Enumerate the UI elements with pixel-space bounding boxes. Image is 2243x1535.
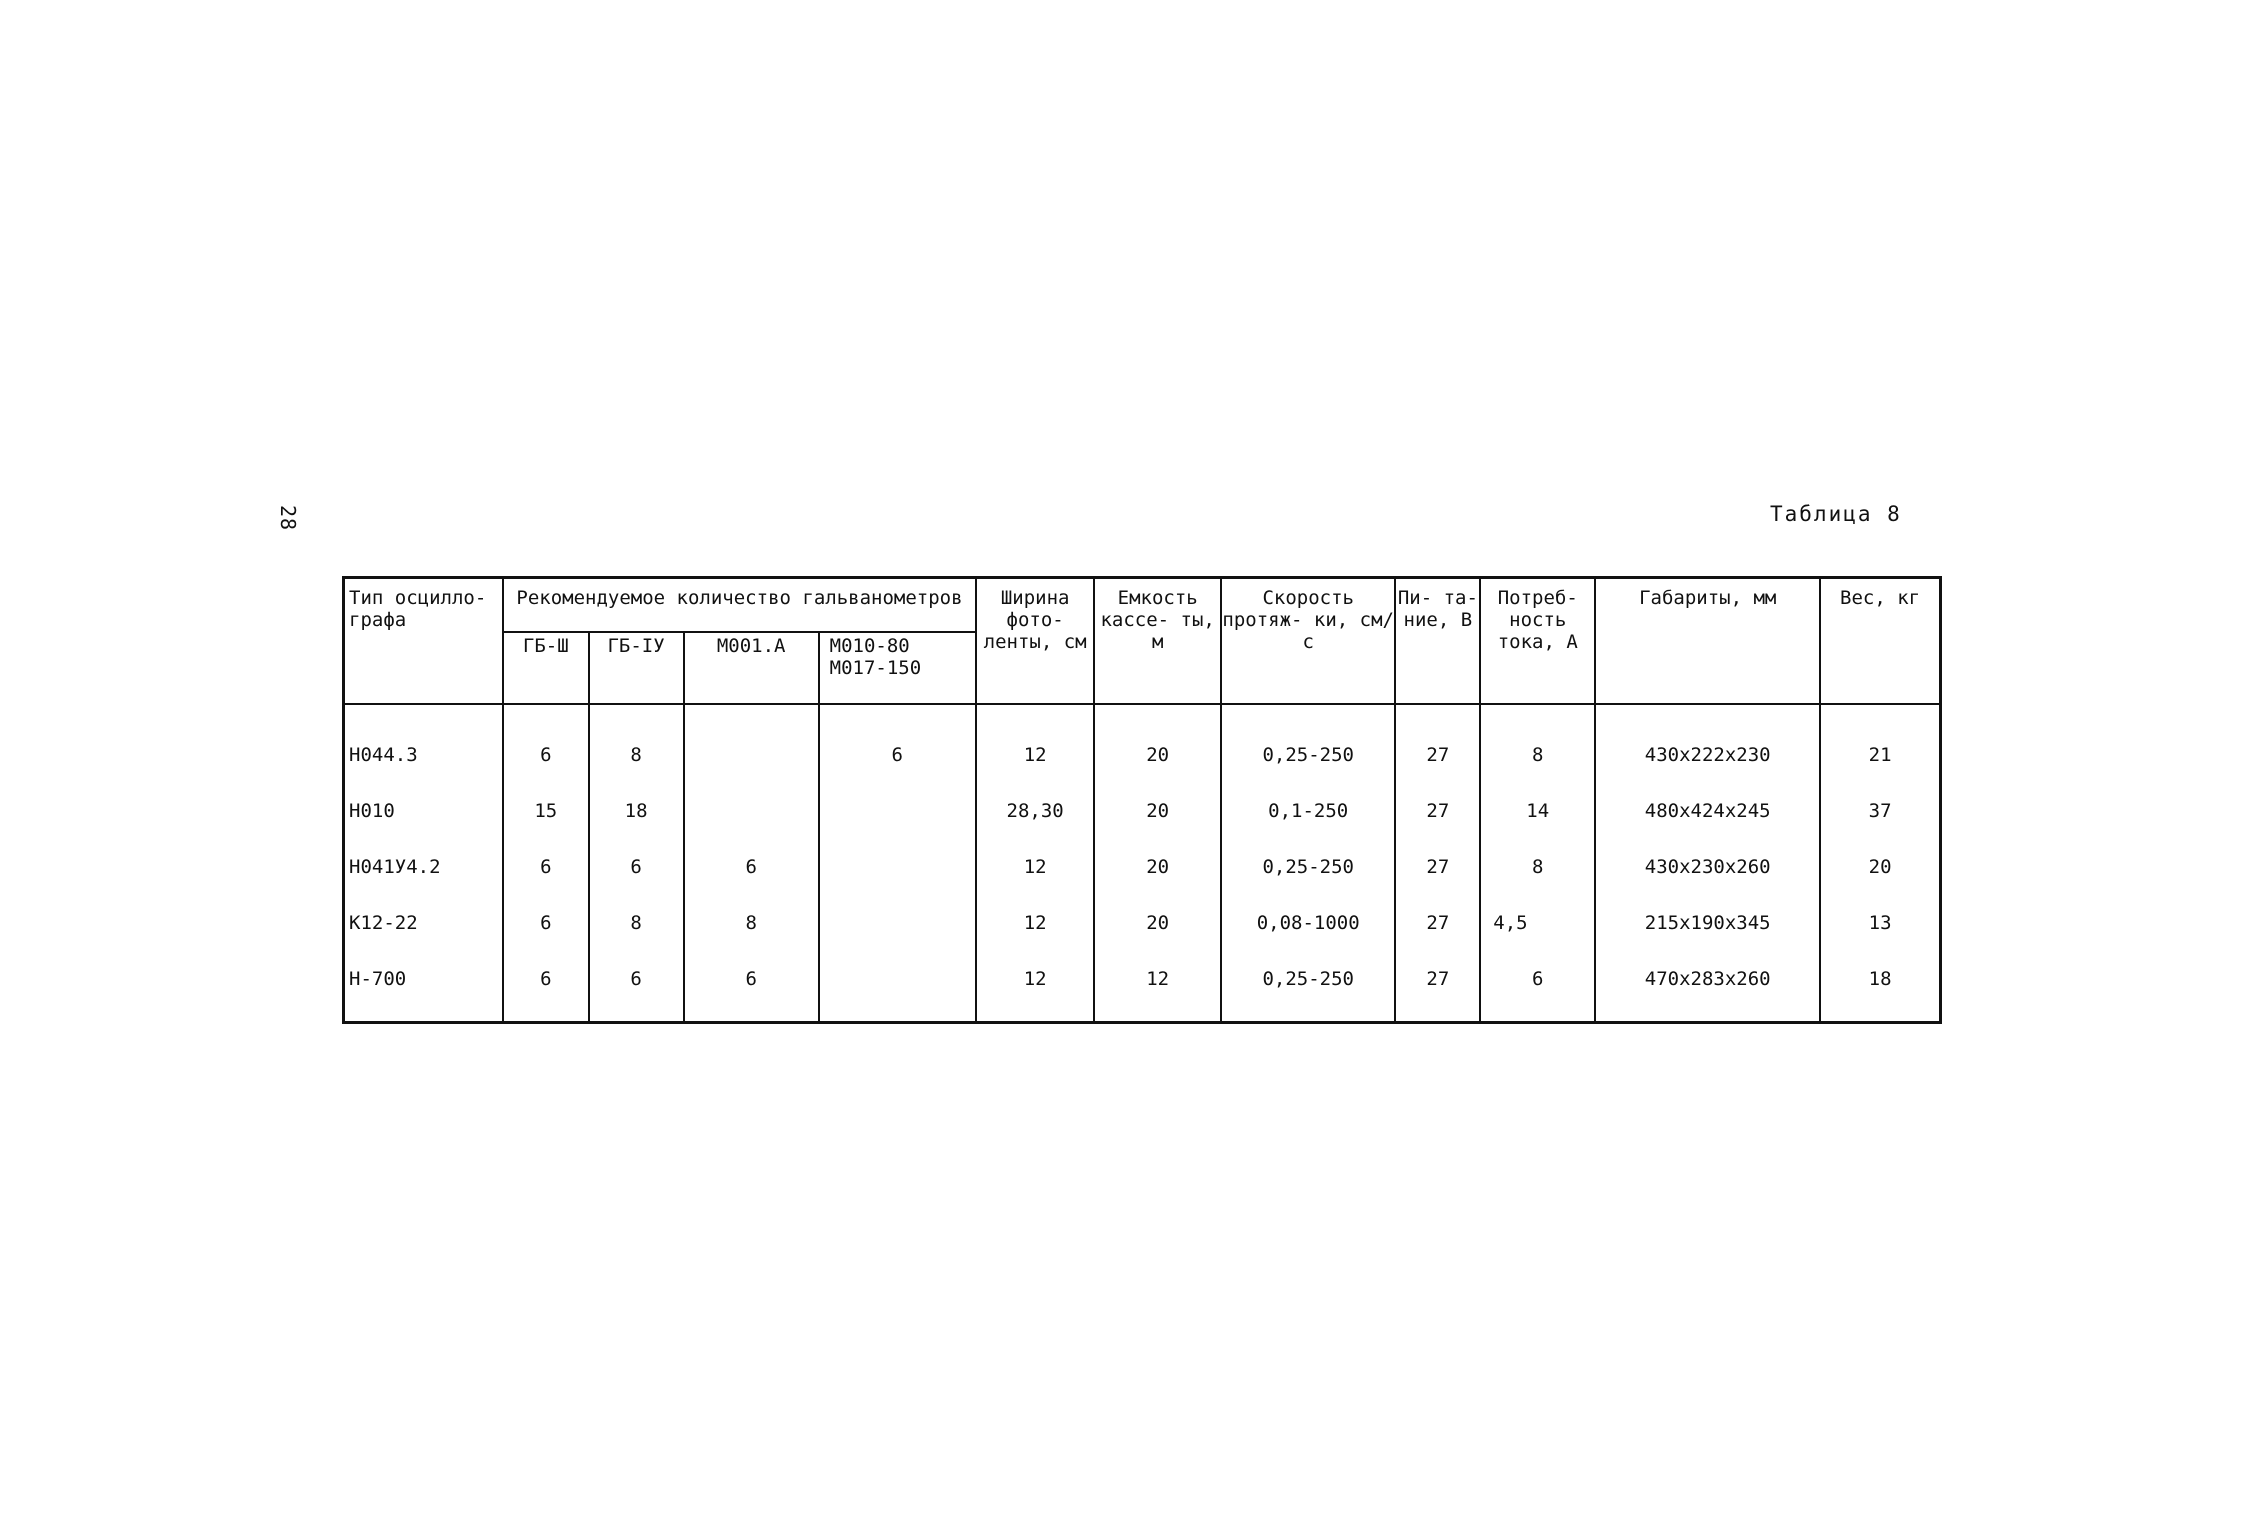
cell-film-width: 28,30 <box>976 783 1095 839</box>
header-weight: Вес, кг <box>1820 578 1940 705</box>
cell-cassette-capacity: 20 <box>1094 783 1221 839</box>
header-gb4: ГБ-IУ <box>589 632 684 704</box>
cell-current: 6 <box>1480 951 1595 1023</box>
cell-m010 <box>819 783 976 839</box>
header-type: Тип осцилло- графа <box>344 578 504 705</box>
header-film-width: Ширина фото- ленты, см <box>976 578 1095 705</box>
cell-m001 <box>684 704 819 783</box>
cell-speed: 0,25-250 <box>1221 951 1395 1023</box>
header-gb3: ГБ-Ш <box>503 632 588 704</box>
cell-dimensions: 480х424х245 <box>1595 783 1820 839</box>
cell-cassette-capacity: 20 <box>1094 704 1221 783</box>
header-speed: Скорость протяж- ки, см/с <box>1221 578 1395 705</box>
cell-m001 <box>684 783 819 839</box>
cell-dimensions: 430х222х230 <box>1595 704 1820 783</box>
header-voltage: Пи- та- ние, В <box>1395 578 1480 705</box>
table-row <box>344 839 1941 895</box>
cell-speed: 0,1-250 <box>1221 783 1395 839</box>
cell-m010 <box>819 951 976 1023</box>
cell-type: К12-22 <box>344 895 504 951</box>
cell-voltage: 27 <box>1395 783 1480 839</box>
cell-weight: 21 <box>1820 704 1940 783</box>
cell-weight: 13 <box>1820 895 1940 951</box>
cell-gb3: 6 <box>503 895 588 951</box>
cell-dimensions: 470х283х260 <box>1595 951 1820 1023</box>
cell-current: 8 <box>1480 704 1595 783</box>
oscillograph-spec-table <box>342 576 1942 1024</box>
table-row <box>344 704 1941 783</box>
cell-film-width: 12 <box>976 704 1095 783</box>
table-caption: Таблица 8 <box>1770 502 1902 526</box>
cell-voltage: 27 <box>1395 704 1480 783</box>
cell-m010 <box>819 895 976 951</box>
cell-voltage: 27 <box>1395 895 1480 951</box>
cell-cassette-capacity: 20 <box>1094 895 1221 951</box>
cell-speed: 0,25-250 <box>1221 704 1395 783</box>
cell-gb4: 8 <box>589 895 684 951</box>
header-current: Потреб- ность тока, А <box>1480 578 1595 705</box>
page-number: 28 <box>276 505 300 532</box>
table-row <box>344 783 1941 839</box>
cell-cassette-capacity: 20 <box>1094 839 1221 895</box>
cell-gb4: 8 <box>589 704 684 783</box>
cell-m001: 6 <box>684 839 819 895</box>
cell-gb4: 6 <box>589 951 684 1023</box>
cell-speed: 0,08-1000 <box>1221 895 1395 951</box>
cell-current: 4,5 <box>1480 895 1595 951</box>
cell-film-width: 12 <box>976 895 1095 951</box>
header-m001: М001.А <box>684 632 819 704</box>
cell-weight: 18 <box>1820 951 1940 1023</box>
cell-gb3: 15 <box>503 783 588 839</box>
table-row <box>344 951 1941 1023</box>
cell-cassette-capacity: 12 <box>1094 951 1221 1023</box>
cell-weight: 20 <box>1820 839 1940 895</box>
table-row <box>344 895 1941 951</box>
cell-dimensions: 430х230х260 <box>1595 839 1820 895</box>
cell-type: Н010 <box>344 783 504 839</box>
cell-gb4: 6 <box>589 839 684 895</box>
cell-current: 8 <box>1480 839 1595 895</box>
cell-dimensions: 215х190х345 <box>1595 895 1820 951</box>
cell-gb4: 18 <box>589 783 684 839</box>
cell-gb3: 6 <box>503 839 588 895</box>
cell-type: Н-700 <box>344 951 504 1023</box>
cell-current: 14 <box>1480 783 1595 839</box>
header-recommended-galvanometers: Рекомендуемое количество гальванометров <box>503 578 976 633</box>
cell-voltage: 27 <box>1395 951 1480 1023</box>
cell-type: Н041У4.2 <box>344 839 504 895</box>
cell-m010 <box>819 839 976 895</box>
header-m010: М010-80 М017-150 <box>819 632 976 704</box>
cell-film-width: 12 <box>976 839 1095 895</box>
header-cassette-capacity: Емкость кассе- ты, м <box>1094 578 1221 705</box>
cell-film-width: 12 <box>976 951 1095 1023</box>
cell-m010: 6 <box>819 704 976 783</box>
cell-weight: 37 <box>1820 783 1940 839</box>
cell-gb3: 6 <box>503 704 588 783</box>
header-dimensions: Габариты, мм <box>1595 578 1820 705</box>
cell-m001: 8 <box>684 895 819 951</box>
cell-voltage: 27 <box>1395 839 1480 895</box>
cell-m001: 6 <box>684 951 819 1023</box>
cell-gb3: 6 <box>503 951 588 1023</box>
cell-type: Н044.3 <box>344 704 504 783</box>
cell-speed: 0,25-250 <box>1221 839 1395 895</box>
